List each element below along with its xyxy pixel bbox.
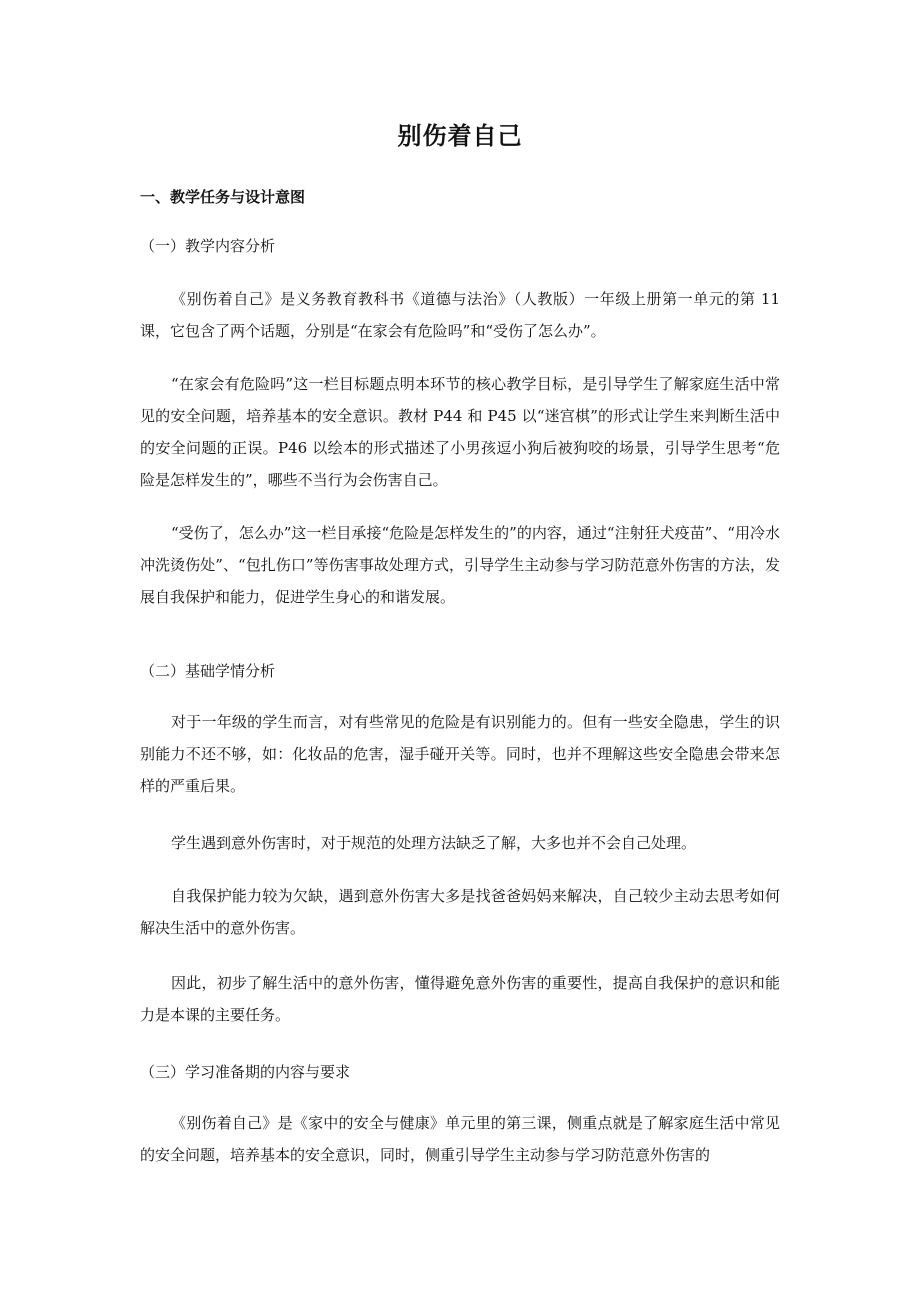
paragraph: 对于一年级的学生而言，对有些常见的危险是有识别能力的。但有一些安全隐患，学生的识别能力不还不够，如：化妆品的危害，湿手碰开关等。同时，也并不理解这些安全隐患会带来怎样的严重后果。 (140, 713, 780, 795)
paragraph: 因此，初步了解生活中的意外伤害，懂得避免意外伤害的重要性，提高自我保护的意识和能力是本课的主要任务。 (140, 974, 780, 1024)
section-heading-1: 一、教学任务与设计意图 (140, 188, 306, 206)
paragraph: 自我保护能力较为欠缺，遇到意外伤害大多是找爸爸妈妈来解决，自己较少主动去思考如何解决生活中的意外伤害。 (140, 887, 780, 937)
document-title: 别伤着自己 (397, 121, 523, 150)
subsection-heading-1: （一）教学内容分析 (140, 237, 276, 255)
subsection-heading-2: （二）基础学情分析 (140, 662, 276, 680)
paragraph: 《别伤着自己》是《家中的安全与健康》单元里的第三课，侧重点就是了解家庭生活中常见的安全问题，培养基本的安全意识，同时，侧重引导学生主动参与学习防范意外伤害的 (140, 1114, 780, 1164)
subsection-heading-3: （三）学习准备期的内容与要求 (140, 1063, 351, 1081)
paragraph: “受伤了，怎么办”这一栏目承接“危险是怎样发生的”的内容，通过“注射狂犬疫苗”、“用冷水冲洗烫伤处”、“包扎伤口”等伤害事故处理方式，引导学生主动参与学习防范意外伤害的方法，发展自我保护和能力，促进学生身心的和谐发展。 (140, 524, 780, 606)
paragraph: 学生遇到意外伤害时，对于规范的处理方法缺乏了解，大多也并不会自己处理。 (171, 834, 697, 852)
paragraph: 《别伤着自己》是义务教育教科书《道德与法治》（人教版）一年级上册第一单元的第 11 课，它包含了两个话题，分别是“在家会有危险吗”和“受伤了怎么办”。 (140, 290, 780, 340)
paragraph: “在家会有危险吗”这一栏目标题点明本环节的核心教学目标，是引导学生了解家庭生活中常见的安全问题，培养基本的安全意识。教材 P44 和 P45 以“迷宫棋”的形式让学生来判断生活中的安全问题的正误。P46 以绘本的形式描述了小男孩逗小狗后被狗咬的场景，引导学生思考“危险是怎样发生的”，哪些不当行为会伤害自己。 (140, 375, 780, 489)
